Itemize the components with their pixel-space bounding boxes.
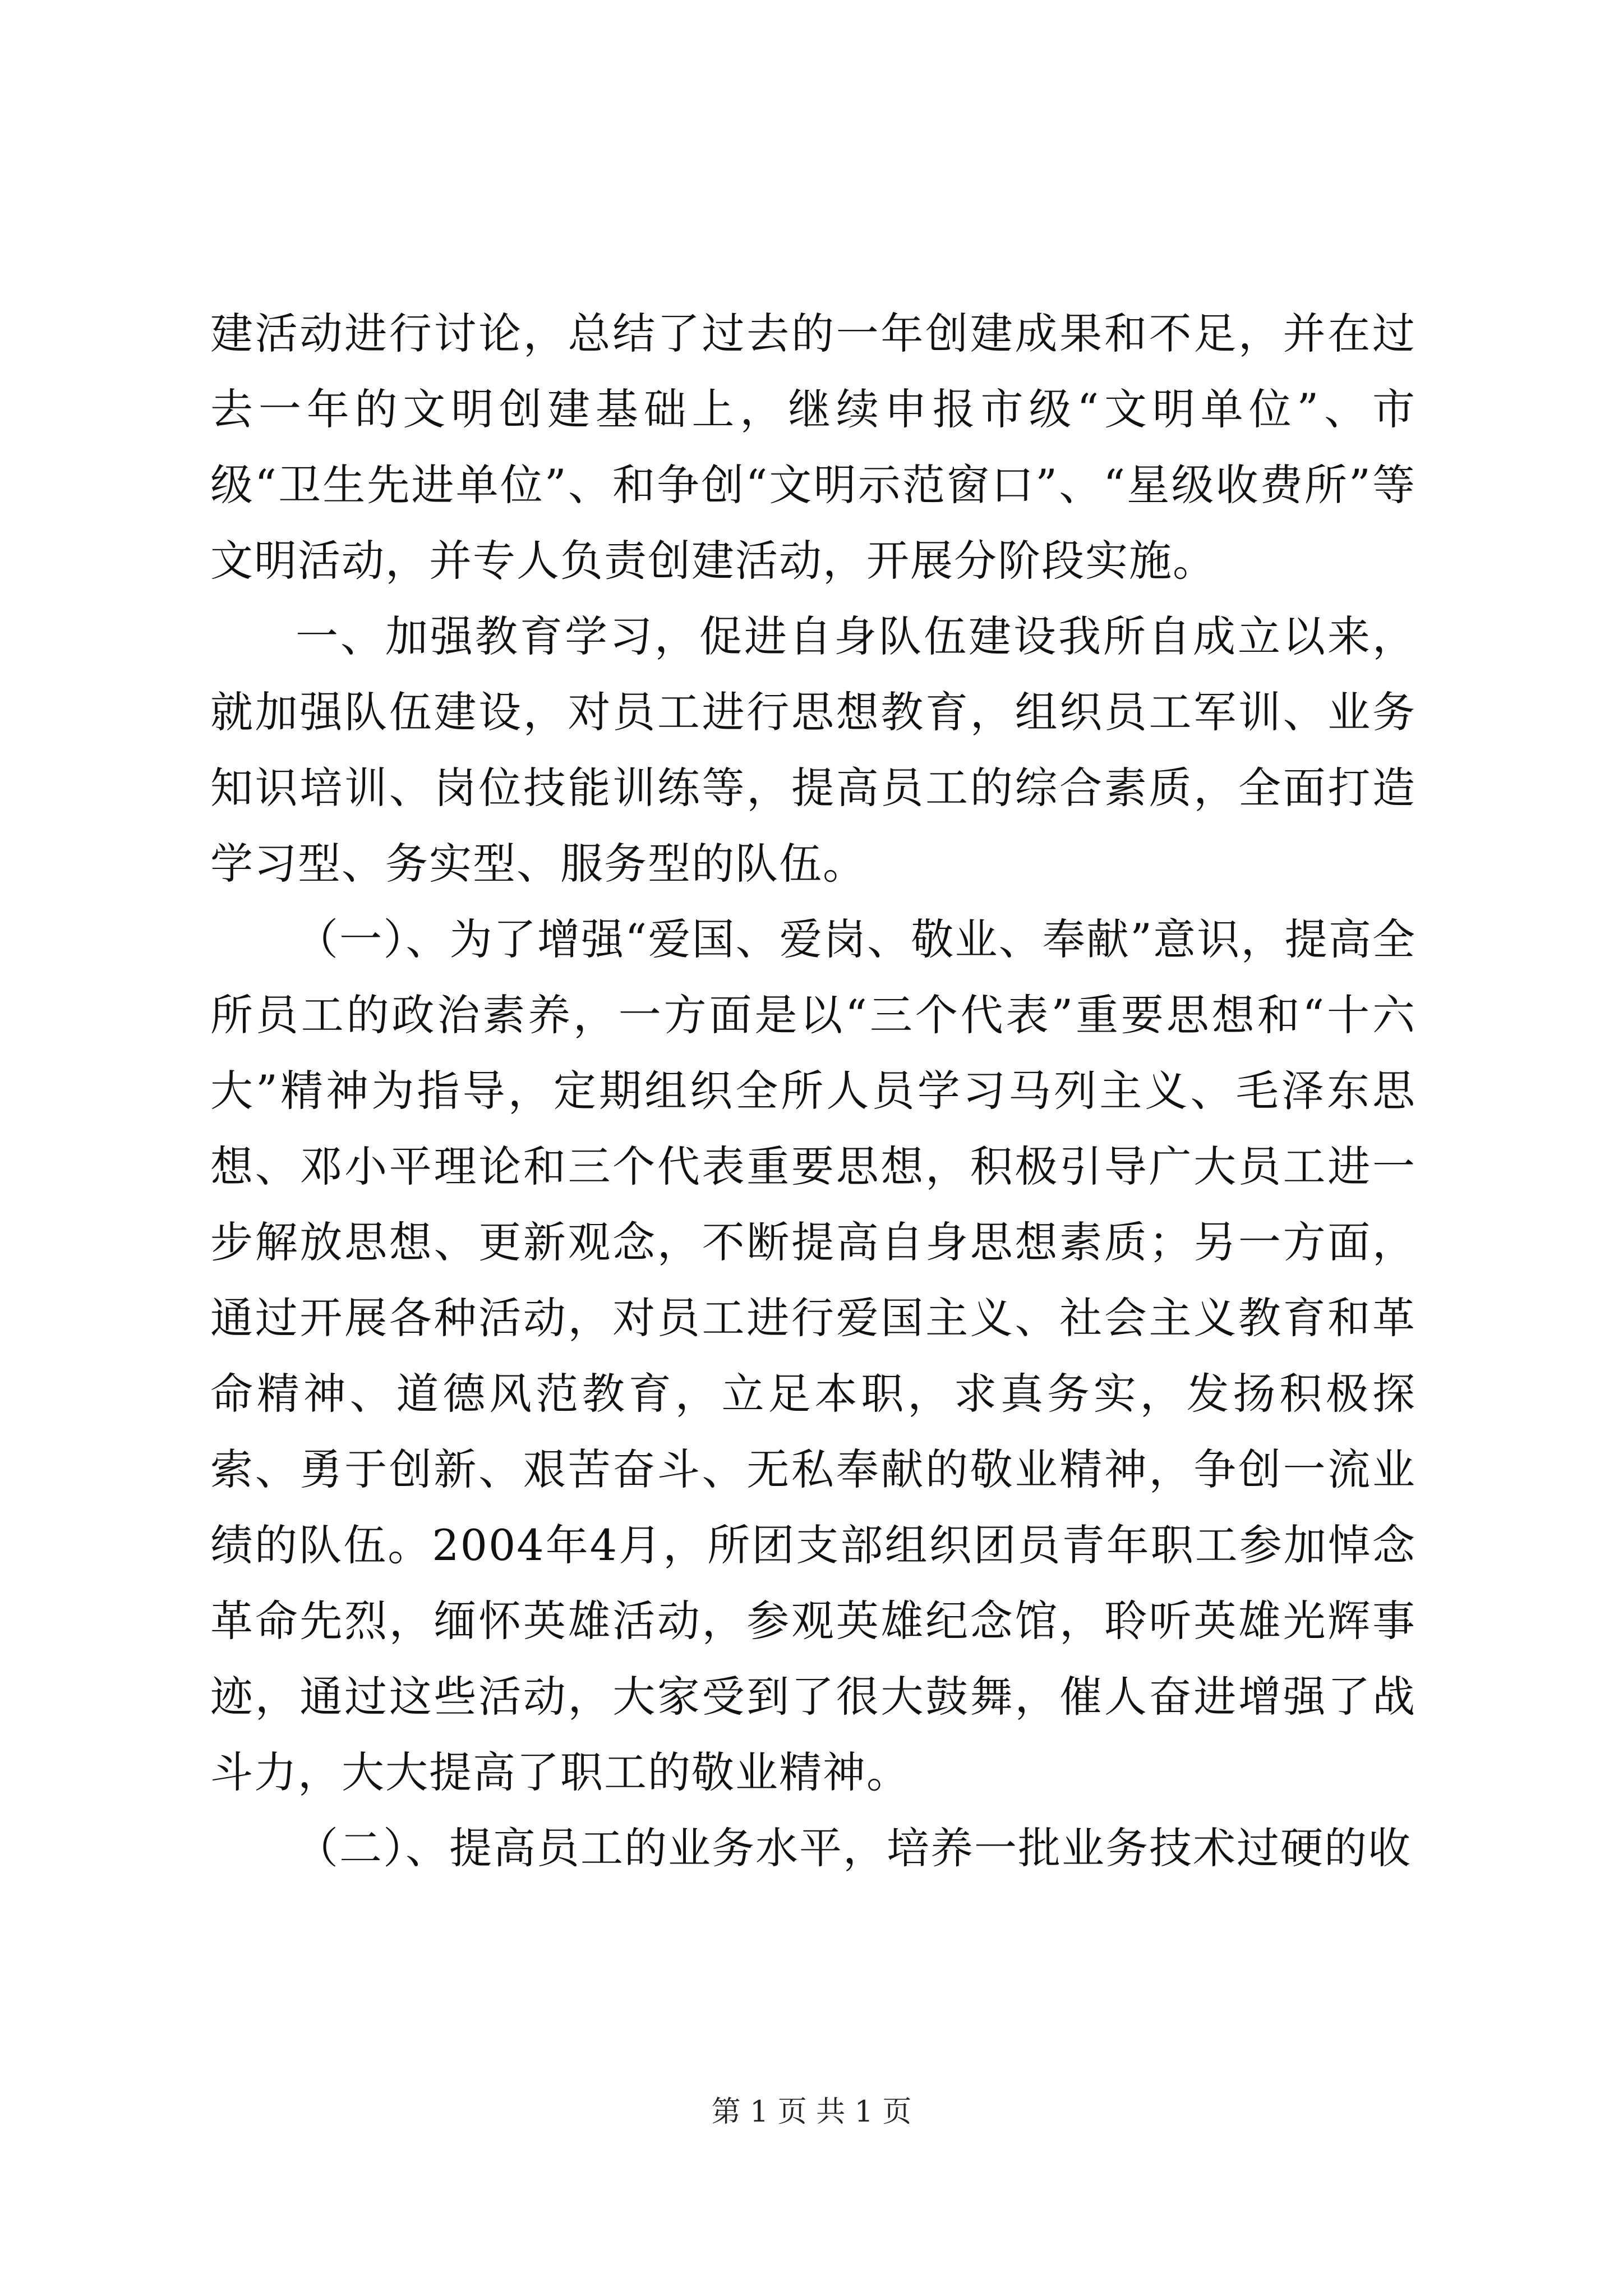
paragraph-1: 建活动进行讨论，总结了过去的一年创建成果和不足，并在过去一年的文明创建基础上，继续申报市级“文明单位”、市级“卫生先进单位”、和争创“文明示范窗口”、“星级收费所”等文明活动，并专人负责创建活动，开展分阶段实施。 bbox=[210, 309, 1416, 586]
paragraph-3: （一）、为了增强“爱国、爱岗、敬业、奉献”意识，提高全所员工的政治素养，一方面是以“三个代表”重要思想和“十六大”精神为指导，定期组织全所人员学习马列主义、毛泽东思想、邓小平理论和三个代表重要思想，积极引导广大员工进一步解放思想、更新观念，不断提高自身思想素质；另一方面，通过开展各种活动，对员工进行爱国主义、社会主义教育和革命精神、道德风范教育，立足本职，求真务实，发扬积极探索、勇于创新、艰苦奋斗、无私奉献的敬业精神，争创一流业绩的队伍。2004年4月，所团支部组织团员青年职工参加悼念革命先烈，缅怀英雄活动，参观英雄纪念馆，聆听英雄光辉事迹，通过这些活动，大家受到了很大鼓舞，催人奋进增强了战斗力，大大提高了职工的敬业精神。 bbox=[210, 914, 1416, 1797]
paragraph-2: 一、加强教育学习，促进自身队伍建设我所自成立以来，就加强队伍建设，对员工进行思想教育，组织员工军训、业务知识培训、岗位技能训练等，提高员工的综合素质，全面打造学习型、务实型、服务型的队伍。 bbox=[210, 611, 1416, 889]
document-body bbox=[210, 296, 1416, 1886]
page-footer: 第 1 页 共 1 页 bbox=[711, 2095, 912, 2129]
paragraph-4: （二）、提高员工的业务水平，培养一批业务技术过硬的收 bbox=[296, 1823, 1412, 1873]
